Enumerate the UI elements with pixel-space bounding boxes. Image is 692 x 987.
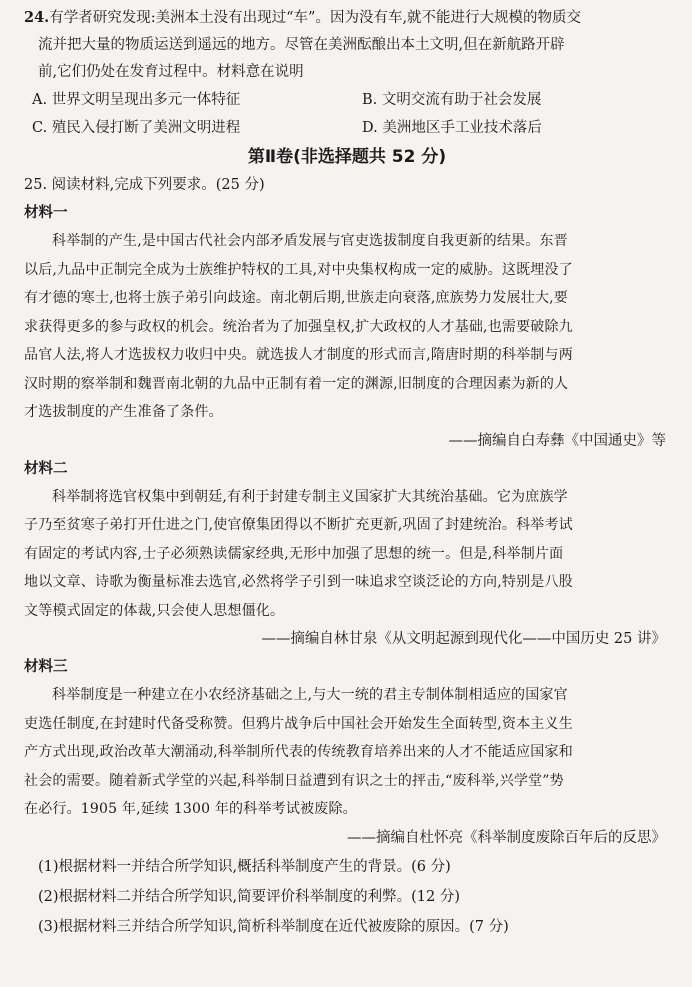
material-3-title: 材料三 <box>24 659 68 675</box>
option-d: D. 美洲地区手工业技术落后 <box>362 120 542 136</box>
subquestion-3: (3)根据材料三并结合所学知识,简析科举制度在近代被废除的原因。(7 分) <box>38 918 509 935</box>
material-3-line: 吏选任制度,在封建时代备受称赞。但鸦片战争后中国社会开始发生全面转型,资本主义生 <box>24 715 573 732</box>
material-2-line: 文等模式固定的体裁,只会使人思想僵化。 <box>24 602 285 619</box>
material-1-title: 材料一 <box>24 205 68 221</box>
question-24-line-2: 流并把大量的物质运送到遥远的地方。尽管在美洲酝酿出本土文明,但在新航路开辟 <box>38 37 565 53</box>
material-2-line: 地以文章、诗歌为衡量标准去选官,必然将学子引到一味追求空谈泛论的方向,特别是八股 <box>24 574 573 590</box>
material-3-line: 产方式出现,政治改革大潮涌动,科举制所代表的传统教育培养出来的人才不能适应国家和 <box>24 744 573 760</box>
option-b: B. 文明交流有助于社会发展 <box>362 92 542 108</box>
option-a: A. 世界文明呈现出多元一体特征 <box>32 92 241 108</box>
material-3-line: 科举制度是一种建立在小农经济基础之上,与大一统的君主专制体制相适应的国家官 <box>52 687 568 703</box>
question-24 <box>24 4 670 142</box>
material-1-line: 有才德的寒士,也将士族子弟引向歧途。南北朝后期,世族走向衰落,庶族势力发展壮大,要 <box>24 290 568 306</box>
material-3-text <box>24 681 670 824</box>
material-2-title: 材料二 <box>24 460 68 477</box>
material-3-source: ——摘编自杜怀亮《科举制度废除百年后的反思》 <box>347 829 666 846</box>
material-1-line: 汉时期的察举制和魏晋南北朝的九品中正制有着一定的渊源,旧制度的合理因素为新的人 <box>24 375 569 392</box>
question-24-line-1: 24.有学者研究发现:美洲本土没有出现过“车”。因为没有车,就不能进行大规模的物质交 <box>24 9 582 26</box>
material-2-line: 有固定的考试内容,士子必须熟读儒家经典,无形中加强了思想的统一。但是,科举制片面 <box>24 545 564 562</box>
question-25-subquestions <box>24 852 670 942</box>
material-2-line: 科举制将选官权集中到朝廷,有利于封建专制主义国家扩大其统治基础。它为庶族学 <box>52 488 568 505</box>
section-title: 第Ⅱ卷(非选择题共 52 分) <box>247 147 447 167</box>
subquestion-2: (2)根据材料二并结合所学知识,简要评价科举制度的利弊。(12 分) <box>38 888 461 905</box>
material-3-line: 社会的需要。随着新式学堂的兴起,科举制日益遭到有识之士的抨击,“废科举,兴学堂”势 <box>24 772 564 789</box>
question-24-line-3: 前,它们仍处在发育过程中。材料意在说明 <box>38 64 304 80</box>
material-3-line: 在必行。1905 年,延续 1300 年的科举考试被废除。 <box>24 801 357 817</box>
material-1-line: 品官人法,将人才选拔权力收归中央。就选拔人才制度的形式而言,隋唐时期的科举制与两 <box>24 347 573 363</box>
material-1-line: 科举制的产生,是中国古代社会内部矛盾发展与官吏选拔制度自我更新的结果。东晋 <box>52 233 568 249</box>
material-2-text <box>24 483 670 626</box>
option-c: C. 殖民入侵打断了美洲文明进程 <box>32 120 241 136</box>
material-1-line: 以后,九品中正制完全成为士族维护特权的工具,对中央集权构成一定的威胁。这既埋没了 <box>24 261 573 278</box>
material-1-text <box>24 227 670 427</box>
question-24-number: 24. <box>24 9 50 26</box>
material-2-line: 子乃至贫寒子弟打开仕进之门,使官僚集团得以不断扩充更新,巩固了封建统治。科举考试 <box>24 517 573 533</box>
material-2-source: ——摘编自林甘泉《从文明起源到现代化——中国历史 25 讲》 <box>261 631 666 647</box>
question-25-intro: 25. 阅读材料,完成下列要求。(25 分) <box>24 177 265 193</box>
subquestion-1: (1)根据材料一并结合所学知识,概括科举制度产生的背景。(6 分) <box>38 858 451 875</box>
question-24-options <box>24 86 670 142</box>
material-1-source: ——摘编自白寿彝《中国通史》等 <box>448 432 666 449</box>
material-1-line: 求获得更多的参与政权的机会。统治者为了加强皇权,扩大政权的人才基础,也需要破除九 <box>24 318 573 335</box>
material-1-line: 才选拔制度的产生准备了条件。 <box>24 404 223 420</box>
